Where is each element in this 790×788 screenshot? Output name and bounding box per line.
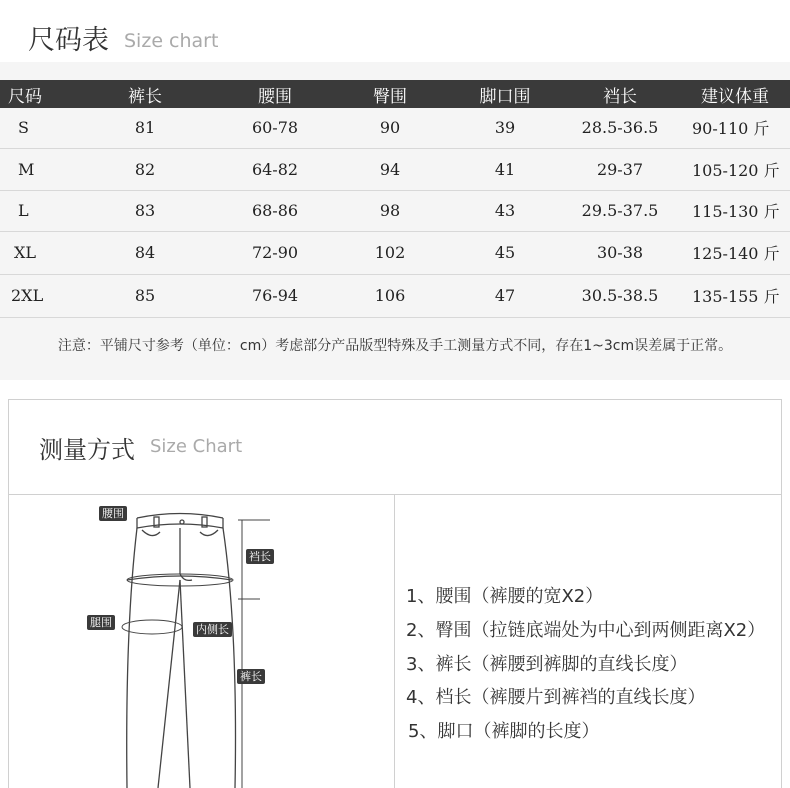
cell-waist: 76-94 [220, 274, 330, 317]
measure-step: 1、腰围（裤腰的宽X2） [406, 586, 604, 607]
cell-weight: 125-140 斤 [680, 231, 790, 274]
cell-rise: 30.5-38.5 [560, 274, 680, 317]
cell-waist: 68-86 [220, 190, 330, 231]
cell-waist: 64-82 [220, 148, 330, 190]
table-row [0, 274, 790, 317]
cell-length: 81 [70, 108, 220, 148]
cell-size: XL [0, 231, 70, 274]
size-chart-subtitle: Size chart [124, 30, 219, 52]
cell-length: 84 [70, 231, 220, 274]
measure-step: 3、裤长（裤腰到裤脚的直线长度） [406, 654, 688, 675]
header-hem: 脚口围 [450, 80, 560, 108]
diagram-label-thigh: 腿围 [87, 615, 115, 630]
cell-hip: 94 [330, 148, 450, 190]
cell-hem: 45 [450, 231, 560, 274]
cell-weight: 90-110 斤 [680, 108, 790, 148]
header-hip: 臀围 [330, 80, 450, 108]
cell-length: 85 [70, 274, 220, 317]
header-waist: 腰围 [220, 80, 330, 108]
cell-rise: 29.5-37.5 [560, 190, 680, 231]
table-row [0, 190, 790, 231]
measure-title: 测量方式 [39, 436, 135, 464]
diagram-label-length: 裤长 [237, 669, 265, 684]
cell-rise: 30-38 [560, 231, 680, 274]
cell-length: 83 [70, 190, 220, 231]
cell-size: 2XL [0, 274, 70, 317]
cell-size: L [0, 190, 70, 231]
diagram-label-rise: 裆长 [246, 549, 274, 564]
cell-hem: 47 [450, 274, 560, 317]
size-note: 注意：平铺尺寸参考（单位：cm）考虑部分产品版型特殊及手工测量方式不同，存在1~3cm误差属于正常。 [57, 338, 733, 354]
cell-hip: 106 [330, 274, 450, 317]
measure-step: 4、档长（裤腰片到裤裆的直线长度） [406, 687, 706, 708]
cell-weight: 135-155 斤 [680, 274, 790, 317]
cell-size: S [0, 108, 70, 148]
cell-rise: 29-37 [560, 148, 680, 190]
size-chart-section [0, 0, 790, 380]
header-rise: 裆长 [560, 80, 680, 108]
table-row [0, 148, 790, 190]
table-row [0, 231, 790, 274]
cell-waist: 72-90 [220, 231, 330, 274]
cell-hem: 39 [450, 108, 560, 148]
cell-length: 82 [70, 148, 220, 190]
cell-weight: 115-130 斤 [680, 190, 790, 231]
size-chart-title-row [0, 0, 790, 62]
pants-diagram [80, 500, 280, 788]
measure-title-row [9, 400, 781, 495]
cell-weight: 105-120 斤 [680, 148, 790, 190]
size-chart-title: 尺码表 [28, 25, 109, 56]
cell-hip: 98 [330, 190, 450, 231]
measure-divider [394, 495, 395, 788]
measure-subtitle: Size Chart [150, 436, 243, 457]
cell-size: M [0, 148, 70, 190]
cell-hip: 102 [330, 231, 450, 274]
header-weight: 建议体重 [680, 80, 790, 108]
cell-rise: 28.5-36.5 [560, 108, 680, 148]
diagram-label-inseam: 内侧长 [193, 622, 232, 637]
size-table [0, 80, 790, 318]
measure-step: 2、臀围（拉链底端处为中心到两侧距离X2） [406, 620, 766, 641]
cell-waist: 60-78 [220, 108, 330, 148]
cell-hem: 41 [450, 148, 560, 190]
diagram-label-waist: 腰围 [99, 506, 127, 521]
cell-hem: 43 [450, 190, 560, 231]
header-size: 尺码 [0, 80, 70, 108]
header-length: 裤长 [70, 80, 220, 108]
cell-hip: 90 [330, 108, 450, 148]
size-table-header-row [0, 80, 790, 108]
measure-step: 5、脚口（裤脚的长度） [408, 721, 600, 742]
table-row [0, 108, 790, 148]
